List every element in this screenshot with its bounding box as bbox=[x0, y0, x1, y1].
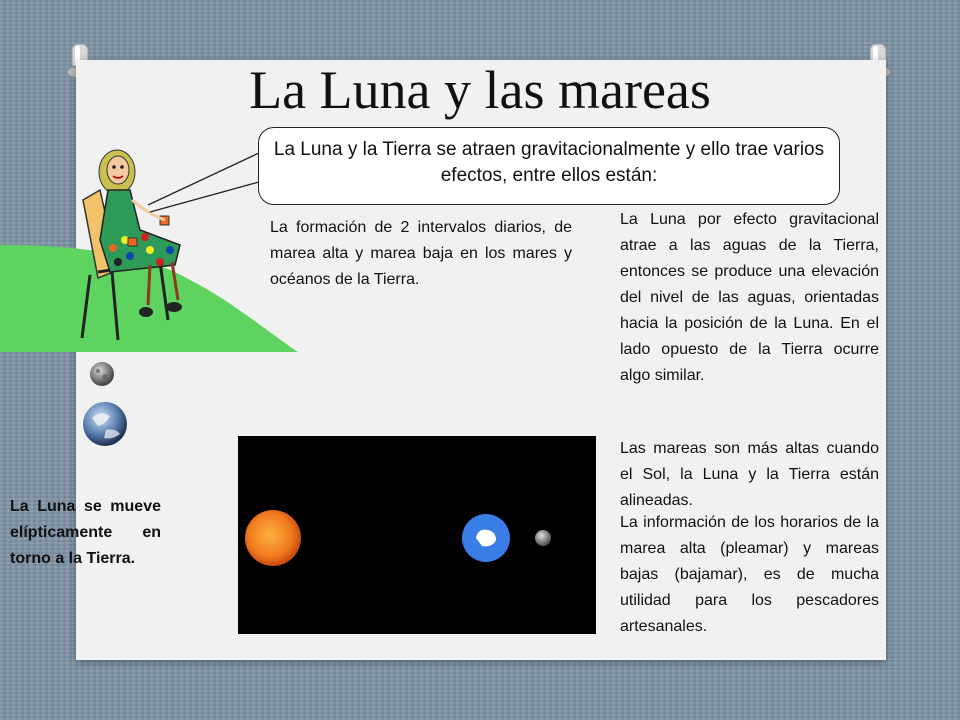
paragraph-usefulness: La información de los horarios de la marea alta (pleamar) y mareas bajas (bajamar), es de mucha utilidad para los pescadores artesanales. bbox=[620, 514, 879, 635]
moon-icon bbox=[535, 530, 551, 546]
paragraph-alignment: Las mareas son más altas cuando el Sol, la Luna y la Tierra están alineadas. bbox=[620, 440, 879, 509]
side-note: La Luna se mueve elípticamente en torno a la Tierra. bbox=[10, 498, 161, 567]
speech-bubble: La Luna y la Tierra se atraen gravitacionalmente y ello trae varios efectos, entre ellos están: bbox=[258, 127, 840, 205]
speech-tail bbox=[0, 0, 300, 240]
page-title: La Luna y las mareas bbox=[249, 60, 711, 120]
paragraph-gravity: La Luna por efecto gravitacional atrae a las aguas de la Tierra, entonces se produce una elevación del nivel de las aguas, orientadas hacia la posición de la Luna. En el lado opuesto de la Tierra ocurre algo similar. bbox=[620, 211, 879, 384]
moon-icon bbox=[88, 360, 118, 390]
paragraph-formation: La formación de 2 intervalos diarios, de marea alta y marea baja en los mares y océanos de la Tierra. bbox=[270, 219, 572, 288]
sun-icon bbox=[245, 510, 301, 566]
sun-earth-moon-animation[interactable] bbox=[238, 436, 596, 634]
earth-icon bbox=[80, 400, 130, 450]
